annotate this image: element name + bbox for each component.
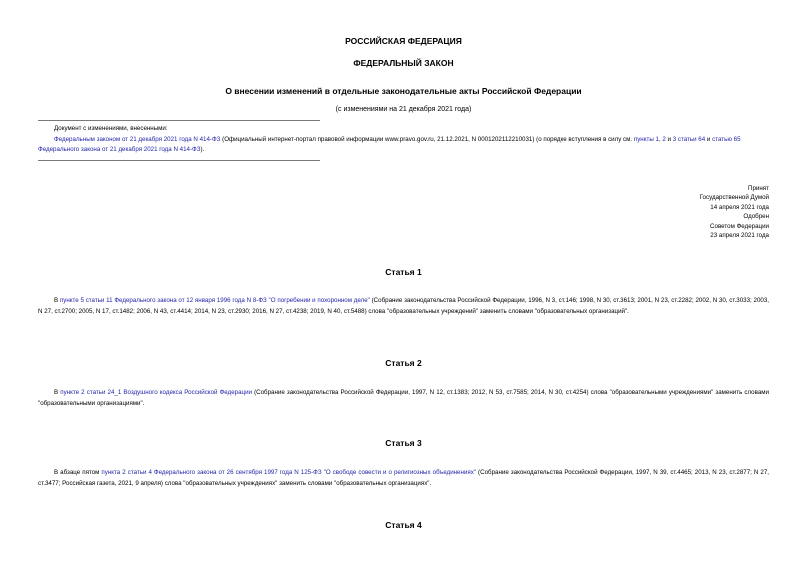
link-points-1-2[interactable]: пункты 1, 2: [633, 136, 666, 143]
adoption-line-accepted: Принят: [748, 185, 769, 192]
article-2-link[interactable]: пункте 2 статьи 24_1 Воздушного кодекса Российской Федерации: [60, 389, 252, 396]
changes-list: [38, 135, 769, 155]
article-2-text: [38, 388, 769, 409]
changes-top-rule: [38, 120, 320, 121]
article-3-text: [38, 468, 769, 489]
article-4-heading: Статья 4: [385, 520, 422, 530]
article-1-heading: Статья 1: [385, 267, 422, 277]
changes-text-2: и: [665, 136, 673, 143]
changes-text-4: ).: [200, 146, 205, 153]
article-2-post: (Собрание законодательства Российской Федерации, 1997, N 12, ст.1383; 2012, N 53, ст.7585; 2014, N 30, ст.4254) слова "образовательными учреждениями" заменить словами "образовательными организациями".: [38, 389, 769, 407]
article-2-heading: Статья 2: [385, 358, 422, 368]
link-article-64[interactable]: 3 статьи 64: [672, 136, 706, 143]
article-1-pre: В: [54, 297, 60, 304]
adoption-line-duma: Государственной Думой: [699, 194, 769, 202]
article-3-pre: В абзаце пятом: [54, 469, 102, 476]
edition-note: (с изменениями на 21 декабря 2021 года): [335, 106, 472, 113]
document-title: О внесении изменений в отдельные законодательные акты Российской Федерации: [225, 86, 582, 96]
article-1-text: [38, 296, 769, 317]
link-law-414fz[interactable]: Федеральным законом от 21 декабря 2021 года N 414-ФЗ: [54, 136, 221, 143]
adoption-line-council-date: 23 апреля 2021 года: [710, 232, 769, 240]
article-3-heading: Статья 3: [385, 438, 422, 448]
link-article-65[interactable]: статью 65 Федерального закона от 21 декабря 2021 года N 414-ФЗ: [38, 136, 741, 153]
changes-intro: Документ с изменениями, внесенными:: [54, 125, 168, 132]
adoption-line-council: Советом Федерации: [710, 222, 769, 230]
law-type-heading: ФЕДЕРАЛЬНЫЙ ЗАКОН: [353, 58, 454, 68]
changes-text-3: и: [705, 136, 713, 143]
changes-bottom-rule: [38, 160, 320, 161]
adoption-line-approved: Одобрен: [743, 213, 769, 221]
adoption-block: [700, 184, 769, 240]
article-3-link[interactable]: пункта 2 статьи 4 Федерального закона от 26 сентября 1997 года N 125-ФЗ "О свободе совести и о религиозных объединениях": [101, 469, 477, 476]
article-3-post: (Собрание законодательства Российской Федерации, 1997, N 39, ст.4465; 2013, N 23, ст.2877; N 27, ст.3477; Российская газета, 2021, 9 апреля) слова "образовательных учреждениях" заменить словами "образовательных организациях".: [38, 469, 769, 487]
article-2-pre: В: [54, 389, 61, 396]
adoption-line-duma-date: 14 апреля 2021 года: [710, 203, 769, 211]
article-1-post: (Собрание законодательства Российской Федерации, 1996, N 3, ст.146; 1998, N 30, ст.3613; 2001, N 23, ст.2282; 2002, N 30, ст.3033; 2003, N 27, ст.2700; 2005, N 17, ст.1482; 2006, N 43, ст.4414; 2014, N 23, ст.2930; 2016, N 27, ст.4238; 2019, N 40, ст.5488) слова "образовательных учреждений" заменить словами "образовательных организаций".: [38, 297, 769, 315]
article-1-link[interactable]: пункте 5 статьи 11 Федерального закона от 12 января 1996 года N 8-ФЗ "О погребении и похоронном деле": [59, 297, 370, 304]
changes-text-1: (Официальный интернет-портал правовой информации www.pravo.gov.ru, 21.12.2021, N 0001202112210031) (о порядке вступления в силу см.: [220, 136, 634, 143]
country-heading: РОССИЙСКАЯ ФЕДЕРАЦИЯ: [345, 36, 462, 46]
